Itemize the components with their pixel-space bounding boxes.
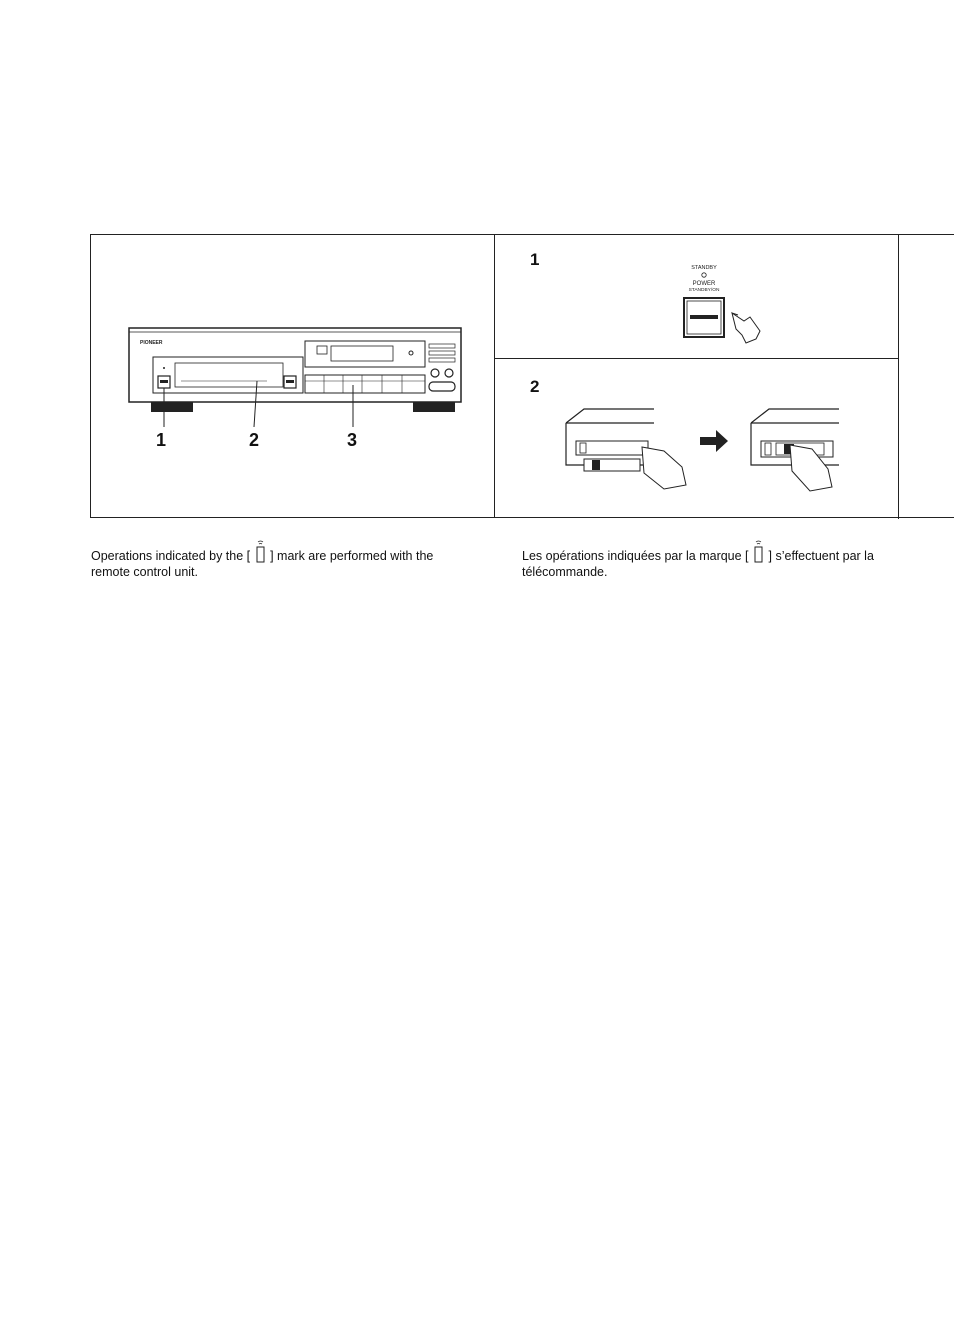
brand-logo: PIONEER [140, 340, 163, 346]
front-panel-illustration [91, 235, 495, 517]
caption-english-part2: ] mark are performed with the [270, 549, 434, 563]
deck-front-drawing [91, 235, 494, 519]
cassette-insert-drawing [494, 359, 898, 519]
caption-french-part2: ] s’effectuent par la [768, 549, 874, 563]
caption-french-line2: télécommande. [522, 565, 608, 579]
callout-3: 3 [347, 430, 358, 450]
caption-french [522, 539, 874, 580]
power-button-drawing [494, 235, 898, 358]
caption-english [91, 539, 433, 580]
step-2-panel [494, 359, 899, 519]
step-2-number: 2 [530, 377, 540, 396]
right-arrow-icon [700, 430, 728, 452]
callout-1: 1 [156, 430, 167, 450]
callout-2: 2 [249, 430, 260, 450]
step-1-number: 1 [530, 250, 540, 269]
standby-on-label: STANDBY/ON [688, 288, 720, 293]
caption-english-part1: Operations indicated by the [ [91, 549, 251, 563]
step-1-panel [494, 235, 899, 359]
caption-english-line2: remote control unit. [91, 565, 198, 579]
power-label: POWER [692, 281, 716, 287]
standby-label: STANDBY [691, 265, 717, 271]
figure-frame [90, 234, 954, 518]
caption-french-part1: Les opérations indiquées par la marque [ [522, 549, 749, 563]
remote-control-icon [754, 539, 763, 563]
remote-control-icon [256, 539, 265, 563]
